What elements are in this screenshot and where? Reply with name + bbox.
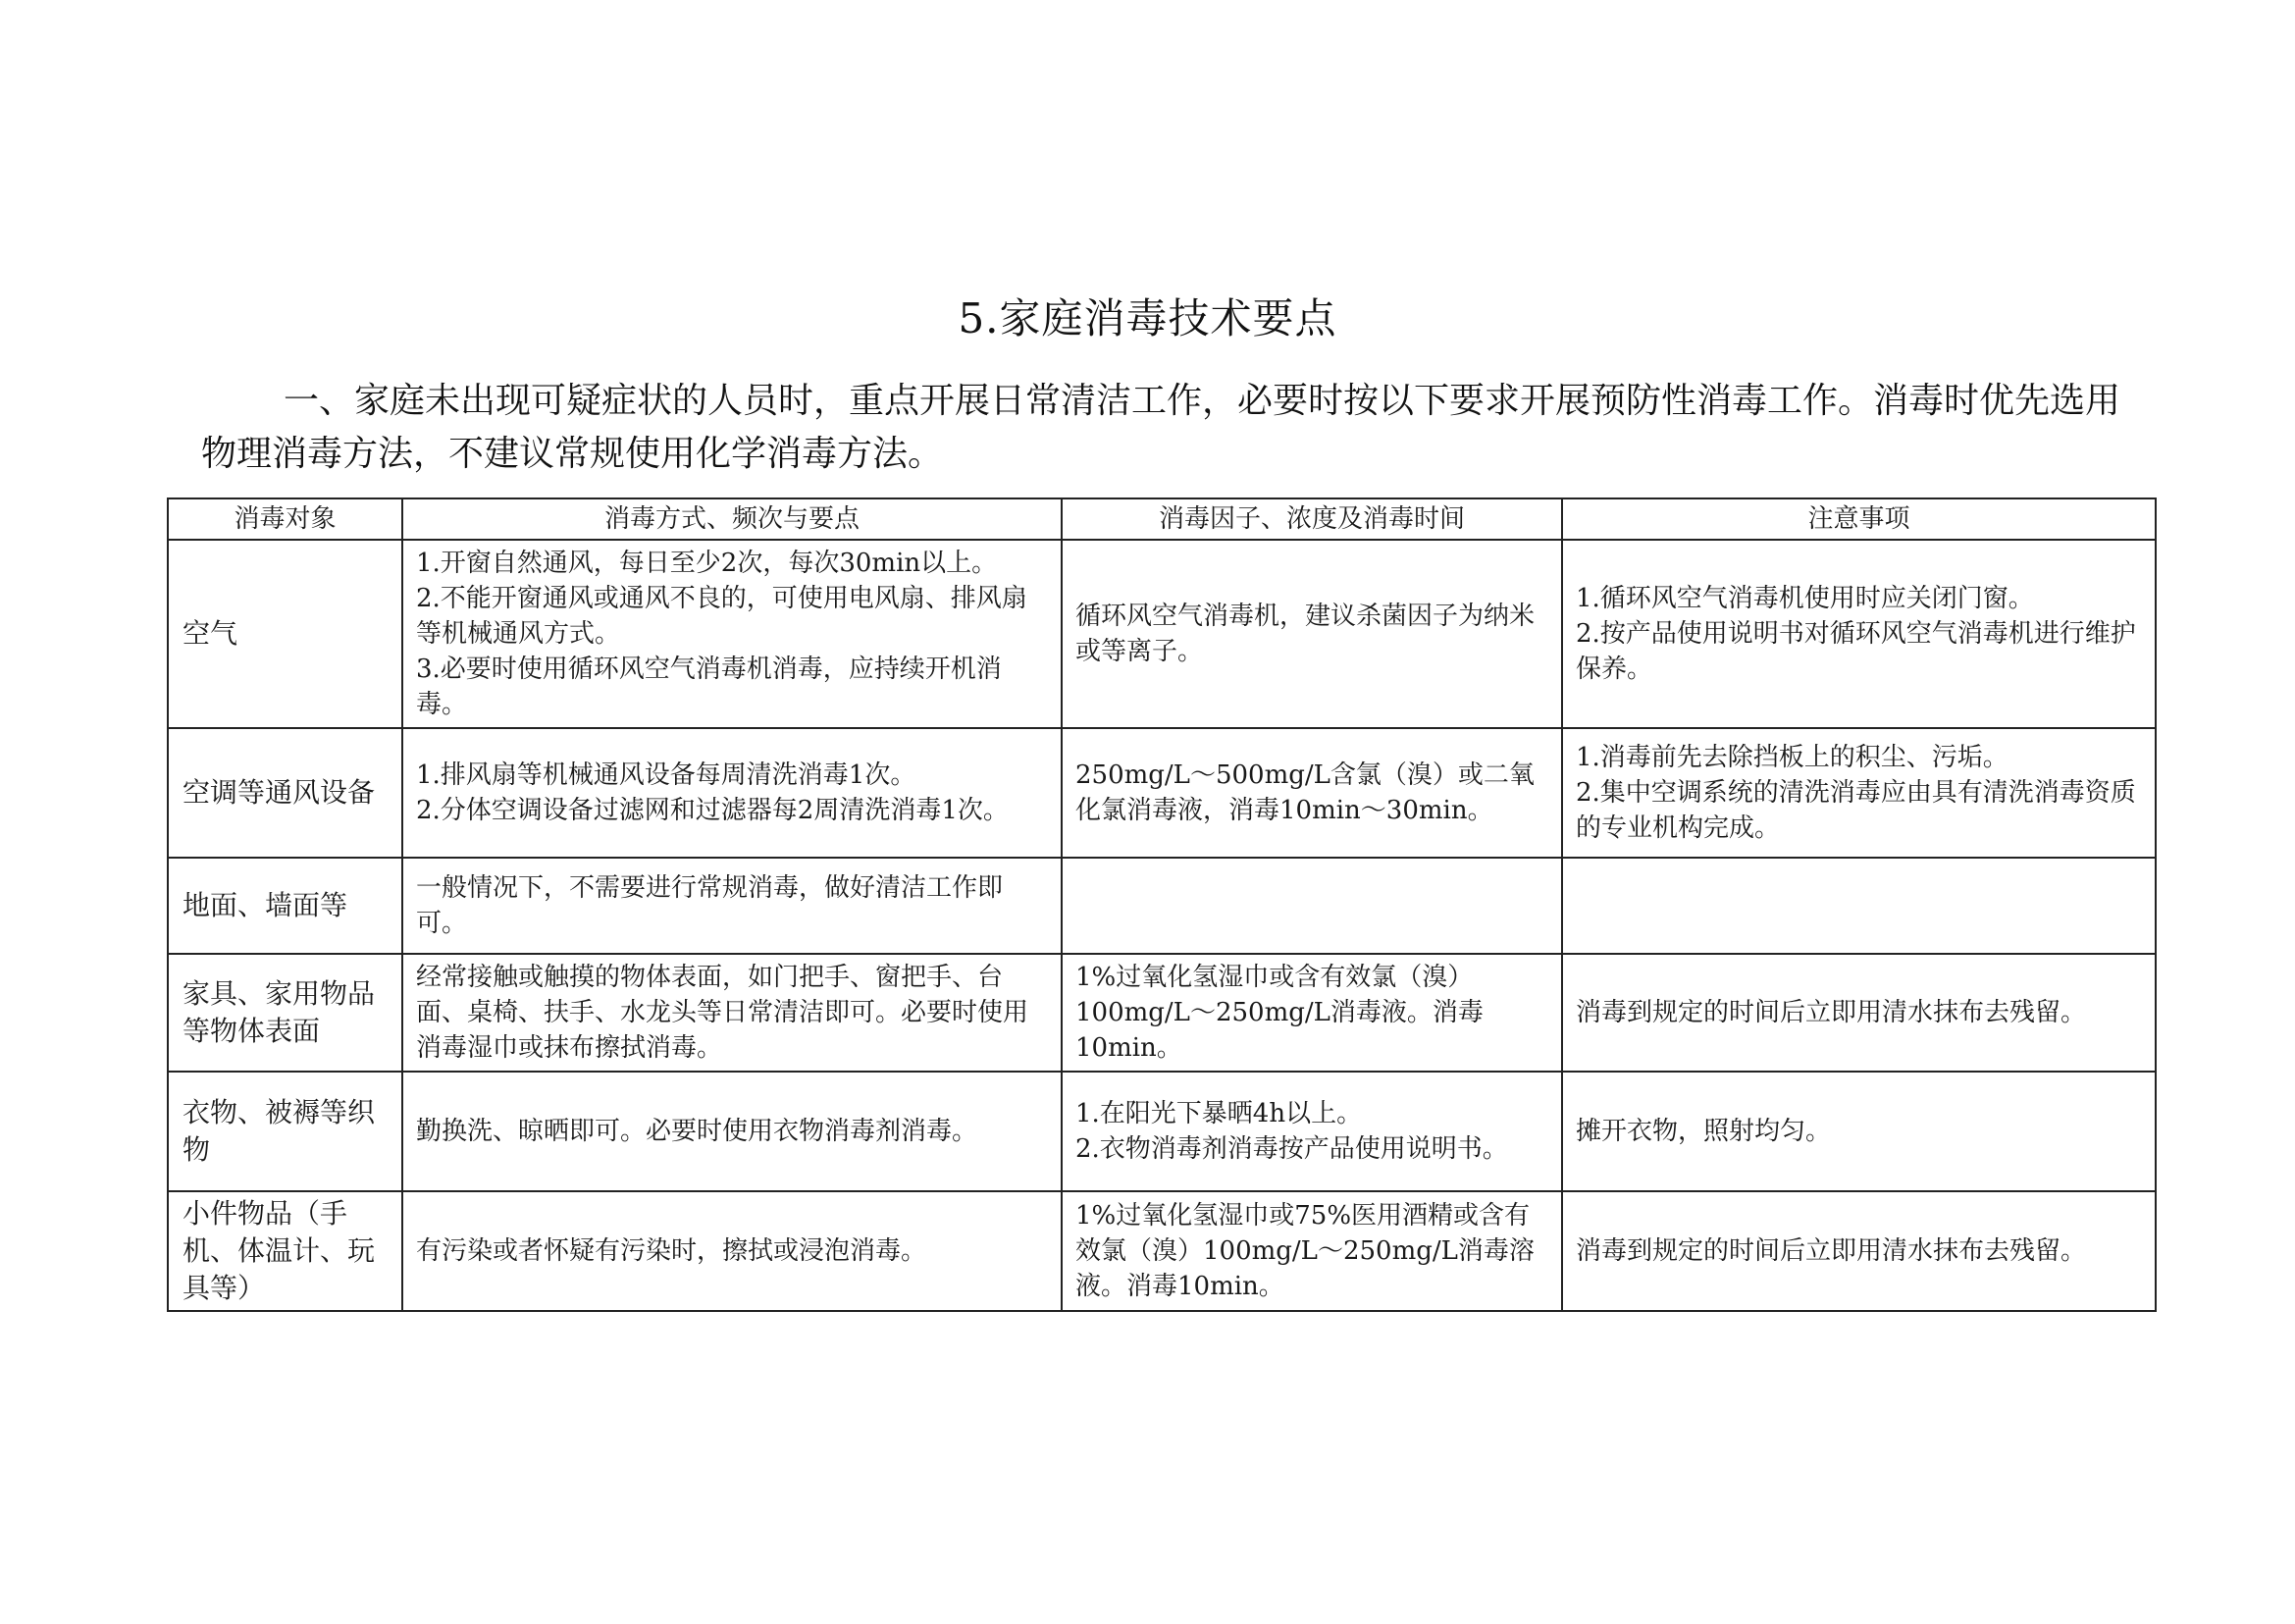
table-row [168,728,2156,858]
cell-text: 1.在阳光下暴晒4h以上。 [1075,1099,1363,1128]
cell-text: 勤换洗、晾晒即可。必要时使用衣物消毒剂消毒。 [416,1117,978,1146]
cell-notes [1562,1072,2156,1191]
cell-object [168,728,402,858]
cell-text: 2.衣物消毒剂消毒按产品使用说明书。 [1075,1134,1508,1164]
cell-text: 消毒到规定的时间后立即用清水抹布去残留。 [1576,1236,2087,1266]
cell-text: 小件物品（手机、体温计、玩具等） [183,1197,376,1304]
table-row [168,540,2156,728]
cell-object [168,1191,402,1311]
cell-text: 摊开衣物，照射均匀。 [1576,1117,1832,1146]
cell-text: 1%过氧化氢湿巾或含有效氯（溴）100mg/L～250mg/L消毒液。消毒10min。 [1075,963,1484,1063]
cell-text: 循环风空气消毒机，建议杀菌因子为纳米或等离子。 [1075,602,1536,666]
cell-text: 消毒到规定的时间后立即用清水抹布去残留。 [1576,998,2087,1027]
cell-factor [1062,1072,1562,1191]
cell-text: 1%过氧化氢湿巾或75%医用酒精或含有效氯（溴）100mg/L～250mg/L消毒溶液。消毒10min。 [1075,1201,1535,1301]
cell-factor [1062,858,1562,954]
cell-text: 地面、墙面等 [183,889,348,921]
disinfection-table [167,498,2157,1312]
cell-text: 2.按产品使用说明书对循环风空气消毒机进行维护保养。 [1576,619,2136,684]
cell-text: 衣物、被褥等织物 [183,1096,376,1166]
header-method: 消毒方式、频次与要点 [402,498,1062,540]
cell-text: 有污染或者怀疑有污染时，擦拭或浸泡消毒。 [416,1236,927,1266]
cell-notes [1562,954,2156,1072]
cell-text: 1.循环风空气消毒机使用时应关闭门窗。 [1576,584,2034,613]
cell-method [402,540,1062,728]
table-row [168,1072,2156,1191]
document-title: 5.家庭消毒技术要点 [958,294,1337,342]
table-row [168,954,2156,1072]
cell-notes [1562,858,2156,954]
table-row [168,858,2156,954]
cell-text: 2.分体空调设备过滤网和过滤器每2周清洗消毒1次。 [416,796,1009,825]
cell-object [168,540,402,728]
cell-notes [1562,1191,2156,1311]
cell-text: 2.集中空调系统的清洗消毒应由具有清洗消毒资质的专业机构完成。 [1576,778,2136,843]
cell-method [402,954,1062,1072]
header-object: 消毒对象 [168,498,402,540]
cell-text: 空调等通风设备 [183,776,376,809]
cell-text: 经常接触或触摸的物体表面，如门把手、窗把手、台面、桌椅、扶手、水龙头等日常清洁即可。必要时使用消毒湿巾或抹布擦拭消毒。 [416,963,1029,1063]
cell-method [402,1072,1062,1191]
cell-object [168,858,402,954]
table-header-row [168,498,2156,540]
cell-notes [1562,728,2156,858]
cell-factor [1062,540,1562,728]
cell-object [168,954,402,1072]
cell-text: 250mg/L～500mg/L含氯（溴）或二氧化氯消毒液，消毒10min～30min。 [1075,760,1535,825]
cell-factor [1062,1191,1562,1311]
cell-notes [1562,540,2156,728]
cell-text: 1.消毒前先去除挡板上的积尘、污垢。 [1576,743,2008,772]
header-notes: 注意事项 [1562,498,2156,540]
cell-factor [1062,954,1562,1072]
cell-text: 1.开窗自然通风，每日至少2次，每次30min以上。 [416,549,998,578]
header-factor: 消毒因子、浓度及消毒时间 [1062,498,1562,540]
cell-text: 家具、家用物品等物体表面 [183,977,376,1047]
cell-text: 一般情况下，不需要进行常规消毒，做好清洁工作即可。 [416,873,1004,938]
cell-text: 3.必要时使用循环风空气消毒机消毒，应持续开机消毒。 [416,655,1002,719]
cell-factor [1062,728,1562,858]
cell-method [402,728,1062,858]
cell-text: 空气 [183,617,238,650]
cell-text: 2.不能开窗通风或通风不良的，可使用电风扇、排风扇等机械通风方式。 [416,584,1027,649]
cell-method [402,1191,1062,1311]
intro-paragraph: 一、家庭未出现可疑症状的人员时，重点开展日常清洁工作，必要时按以下要求开展预防性消毒工作。消毒时优先选用物理消毒方法，不建议常规使用化学消毒方法。 [201,381,2121,474]
table-row [168,1191,2156,1311]
cell-object [168,1072,402,1191]
cell-text: 1.排风扇等机械通风设备每周清洗消毒1次。 [416,760,916,790]
cell-method [402,858,1062,954]
